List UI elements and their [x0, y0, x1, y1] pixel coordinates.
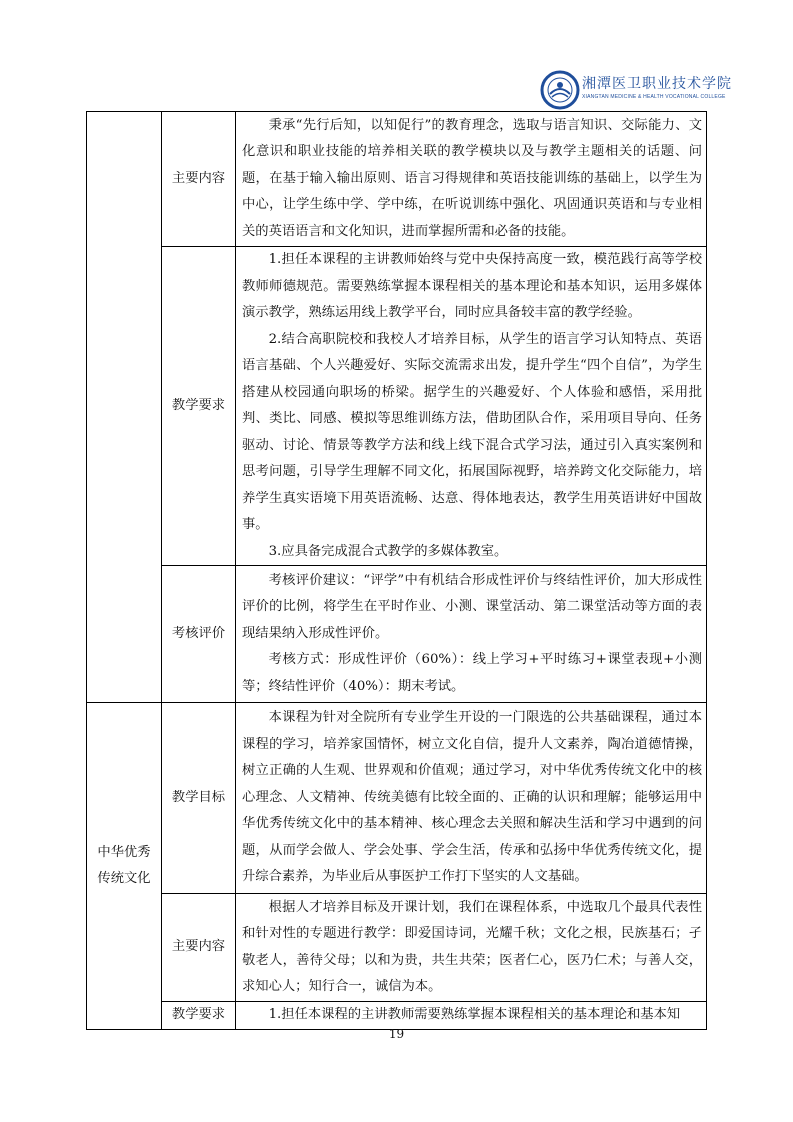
row-label: 主要内容 — [162, 894, 236, 1002]
paragraph: 秉承“先行后知，以知促行”的教育理念，选取与语言知识、交际能力、文化意识和职业技能的培养相关联的教学模块以及与教学主题相关的话题、问题，在基于输入输出原则、语言习得规律和英语技能训练的基础上，以学生为中心，让学生练中学、学中练，在听说训练中强化、巩固通识英语和与专业相关的英语语言和文化知识，进而掌握所需和必备的技能。 — [242, 117, 702, 239]
row-content — [236, 247, 707, 566]
table-row — [87, 703, 707, 894]
row-content — [236, 894, 707, 1002]
row-label: 教学目标 — [162, 703, 236, 894]
paragraph: 考核方式：形成性评价（60%）：线上学习+平时练习+课堂表现+小测等；终结性评价（40%）：期末考试。 — [242, 652, 702, 694]
row-content — [236, 566, 707, 703]
table-row — [87, 1002, 707, 1030]
paragraph: 根据人才培养目标及开课计划，我们在课程体系，中选取几个最具代表性和针对性的专题进行教学：即爱国诗词，光耀千秋；文化之根，民族基石；孑敬老人，善待父母；以和为贵，共生共荣；医者仁心，医乃仁术；与善人交，求知心人；知行合一，诚信为本。 — [242, 899, 702, 994]
table-row — [87, 566, 707, 703]
course-table — [86, 111, 707, 1030]
paragraph: 2.结合高职院校和我校人才培养目标，从学生的语言学习认知特点、英语语言基础、个人兴趣爱好、实际交流需求出发，提升学生“四个自信”，为学生搭建从校园通向职场的桥梁。据学生的兴趣爱好、个人体验和感悟，采用批判、类比、同感、模拟等思维训练方法，借助团队合作，采用项目导向、任务驱动、讨论、情景等教学方法和线上线下混合式学习法，通过引入真实案例和思考问题，引导学生理解不同文化，拓展国际视野，培养跨文化交际能力，培养学生真实语境下用英语流畅、达意、得体地表达，教学生用英语讲好中国故事。 — [242, 331, 702, 532]
paragraph: 考核评价建议：“评学”中有机结合形成性评价与终结性评价，加大形成性评价的比例，将学生在平时作业、小测、课堂活动、第二课堂活动等方面的表现结果纳入形成性评价。 — [242, 572, 702, 641]
course-name-cell — [87, 703, 162, 1030]
table-row — [87, 112, 707, 247]
table-row — [87, 247, 707, 566]
course-name-line: 传统文化 — [97, 871, 151, 886]
row-content — [236, 703, 707, 894]
row-content — [236, 1002, 707, 1030]
paragraph: 1.担任本课程的主讲教师始终与党中央保持高度一致，模范践行高等学校教师师德规范。需要熟练掌握本课程相关的基本理论和基本知识，运用多媒体演示教学，熟练运用线上教学平台，同时应具备较丰富的教学经验。 — [242, 252, 702, 320]
school-logo — [540, 70, 732, 110]
table-row — [87, 894, 707, 1002]
school-name-cn: 湘潭医卫职业技术学院 — [582, 76, 732, 92]
row-label: 考核评价 — [162, 566, 236, 703]
school-emblem-icon — [540, 70, 580, 110]
row-label: 主要内容 — [162, 112, 236, 247]
paragraph: 3.应具备完成混合式教学的多媒体教室。 — [268, 543, 508, 559]
course-name-cell — [87, 112, 162, 703]
row-label: 教学要求 — [162, 1002, 236, 1030]
school-name-en: XIANGTAN MEDICINE & HEALTH VOCATIONAL COLLEGE — [582, 94, 726, 100]
row-label: 教学要求 — [162, 247, 236, 566]
row-content — [236, 112, 707, 247]
paragraph: 本课程为针对全院所有专业学生开设的一门限选的公共基础课程，通过本课程的学习，培养家国情怀，树立文化自信，提升人文素养，陶冶道德情操，树立正确的人生观、世界观和价值观；通过学习，对中华优秀传统文化中的核心理念、人文精神、传统美德有比较全面的、正确的认识和理解；能够运用中华优秀传统文化中的基本精神、核心理念去关照和解决生活和学习中遇到的问题，从而学会做人、学会处事、学会生活，传承和弘扬中华优秀传统文化，提升综合素养，为毕业后从事医护工作打下坚实的人文基础。 — [242, 710, 702, 885]
course-name-line: 中华优秀 — [97, 844, 151, 860]
page-number: 19 — [388, 1027, 405, 1041]
paragraph: 1.担任本课程的主讲教师需要熟练掌握本课程相关的基本理论和基本知 — [268, 1007, 681, 1023]
